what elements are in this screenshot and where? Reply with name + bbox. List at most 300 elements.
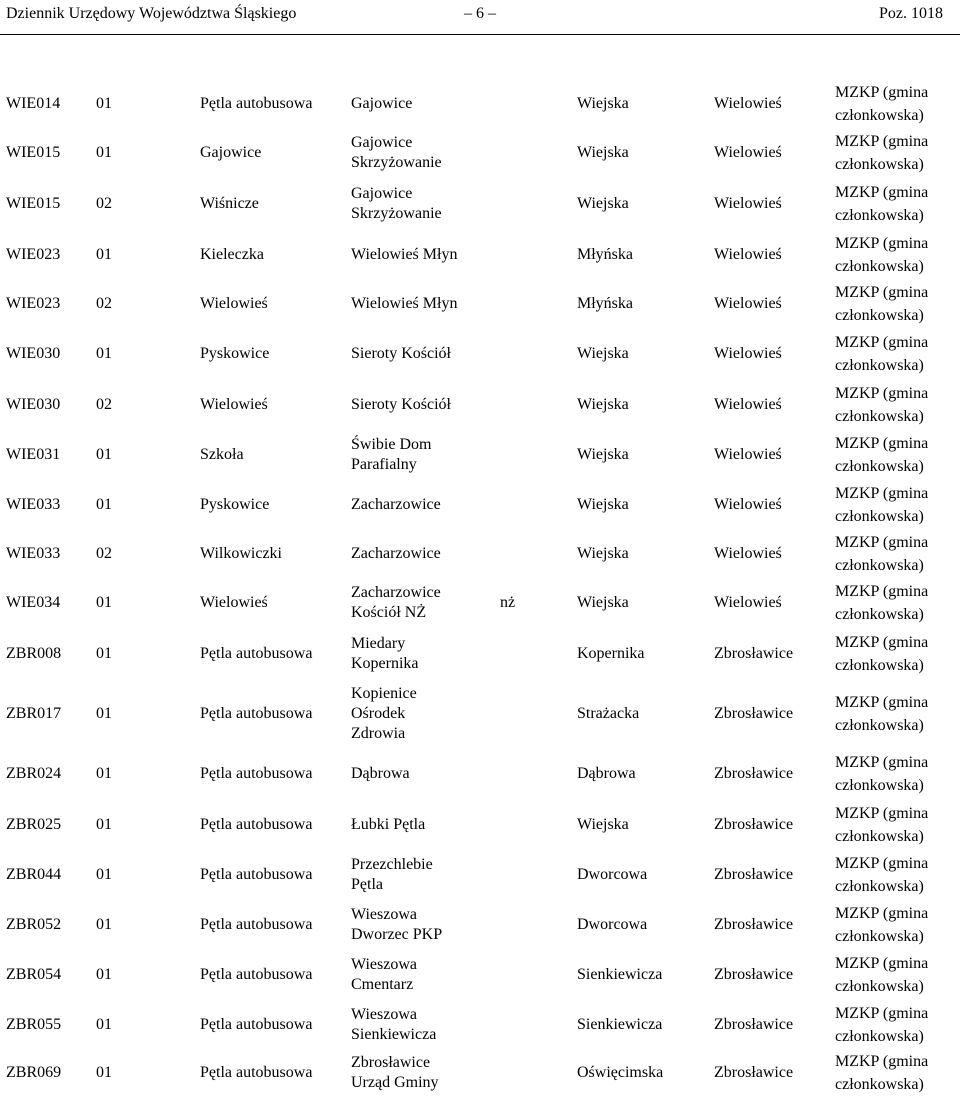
table-row (0, 380, 960, 430)
table-row (0, 430, 960, 480)
stop-post-number (96, 680, 112, 748)
organizer (835, 578, 928, 628)
stop-code-text: WIE034 (6, 594, 61, 611)
locality (714, 628, 793, 680)
stop-name-line: Kopernika (351, 655, 419, 672)
organizer-line: członkowska) (835, 657, 924, 674)
stop-code-text: ZBR017 (6, 705, 62, 722)
organizer-line: członkowska) (835, 1028, 924, 1045)
stop-post-number-text: 01 (96, 594, 112, 611)
stop-name-line: Kościół NŻ (351, 604, 427, 621)
stop-code (6, 1050, 61, 1096)
route-from-line: Pętla autobusowa (200, 816, 313, 833)
organizer-line: członkowska) (835, 458, 924, 475)
position-number: Poz. 1018 (879, 5, 943, 22)
organizer-line: MZKP (gmina (835, 284, 929, 301)
stop-post-number (96, 748, 112, 800)
stop-name (351, 578, 441, 628)
stop-post-number-text: 01 (96, 765, 112, 782)
street-name-text: Wiejska (577, 594, 629, 611)
stop-code (6, 280, 60, 328)
street-name (577, 800, 629, 850)
organizer (835, 80, 928, 128)
route-from-line: Wielowieś (200, 396, 268, 413)
stop-code-text: ZBR054 (6, 966, 62, 983)
street-name (577, 380, 629, 430)
street-name (577, 1050, 663, 1096)
stop-post-number (96, 950, 112, 1000)
organizer-line: MZKP (gmina (835, 385, 929, 402)
stop-name-line: Skrzyżowanie (351, 205, 442, 222)
organizer-line: członkowska) (835, 408, 924, 425)
organizer (835, 230, 928, 280)
organizer (835, 628, 928, 680)
stop-name-line: Zacharzowice (351, 545, 441, 562)
locality (714, 850, 793, 900)
locality (714, 80, 782, 128)
stop-name-line: Wielowieś Młyn (351, 246, 458, 263)
table-row (0, 328, 960, 380)
locality-text: Wielowieś (714, 144, 782, 161)
stop-post-number (96, 578, 112, 628)
route-from-line: Pętla autobusowa (200, 765, 313, 782)
street-name-text: Wiejska (577, 396, 629, 413)
organizer-line: MZKP (gmina (835, 534, 929, 551)
street-name (577, 578, 629, 628)
organizer (835, 1000, 928, 1050)
route-from (200, 950, 312, 1000)
stop-name-line: Zacharzowice (351, 584, 441, 601)
organizer-line: członkowska) (835, 207, 924, 224)
locality-text: Wielowieś (714, 195, 782, 212)
locality (714, 680, 793, 748)
organizer (835, 328, 928, 380)
stop-name (351, 328, 451, 380)
table-row (0, 950, 960, 1000)
stop-name-line: Ośrodek (351, 705, 406, 722)
stop-name (351, 530, 441, 578)
street-name-text: Dworcowa (577, 866, 648, 883)
stop-post-number (96, 628, 112, 680)
street-name-text: Dąbrowa (577, 765, 636, 782)
stop-name-line: Miedary (351, 635, 406, 652)
stop-code (6, 628, 61, 680)
stop-name (351, 850, 433, 900)
organizer (835, 900, 928, 950)
stop-name (351, 280, 457, 328)
on-request-flag (500, 578, 515, 628)
locality-text: Wielowieś (714, 345, 782, 362)
street-name (577, 80, 629, 128)
organizer-line: MZKP (gmina (835, 583, 929, 600)
table-row (0, 530, 960, 578)
route-from (200, 530, 282, 578)
stop-name-line: Sieroty Kościół (351, 345, 451, 362)
stop-code-text: ZBR024 (6, 765, 62, 782)
street-name (577, 900, 647, 950)
organizer-line: MZKP (gmina (835, 694, 929, 711)
street-name (577, 628, 645, 680)
table-row (0, 900, 960, 950)
organizer-line: członkowska) (835, 777, 924, 794)
stop-name-line: Zacharzowice (351, 496, 441, 513)
locality (714, 328, 782, 380)
organizer-line: MZKP (gmina (835, 235, 929, 252)
route-from-line: Pętla autobusowa (200, 1016, 313, 1033)
locality (714, 748, 793, 800)
stop-code-text: WIE030 (6, 345, 61, 362)
stop-name-line: Wieszowa (351, 956, 417, 973)
route-from-line: Pętla autobusowa (200, 645, 313, 662)
locality (714, 950, 793, 1000)
stop-name-line: Zbrosławice (351, 1054, 431, 1071)
route-from (200, 800, 312, 850)
stop-code (6, 480, 60, 530)
stop-name-line: Parafialny (351, 456, 417, 473)
stop-code (6, 950, 61, 1000)
stop-code (6, 748, 61, 800)
street-name-text: Kopernika (577, 645, 645, 662)
stop-name-line: Kopienice (351, 685, 417, 702)
street-name (577, 680, 639, 748)
stop-post-number-text: 02 (96, 545, 112, 562)
locality-text: Wielowieś (714, 295, 782, 312)
street-name-text: Wiejska (577, 545, 629, 562)
stop-name (351, 380, 451, 430)
stop-name (351, 800, 425, 850)
locality (714, 230, 782, 280)
table-row (0, 280, 960, 328)
route-from (200, 128, 261, 178)
organizer-line: członkowska) (835, 1076, 924, 1093)
stop-code (6, 230, 60, 280)
table-row (0, 230, 960, 280)
stop-code (6, 328, 60, 380)
locality (714, 530, 782, 578)
stop-name-line: Wieszowa (351, 1006, 417, 1023)
route-from-line: Pętla autobusowa (200, 866, 313, 883)
stop-post-number-text: 01 (96, 95, 112, 112)
stop-post-number (96, 430, 112, 480)
organizer (835, 480, 928, 530)
stop-name-line: Dąbrowa (351, 765, 410, 782)
stop-name-line: Gajowice (351, 95, 413, 112)
organizer-line: MZKP (gmina (835, 634, 929, 651)
locality (714, 480, 782, 530)
route-from-line: Pętla autobusowa (200, 1064, 313, 1081)
route-from (200, 680, 312, 748)
street-name (577, 480, 629, 530)
street-name-text: Dworcowa (577, 916, 648, 933)
stop-name (351, 1050, 439, 1096)
table-row (0, 578, 960, 628)
stop-code (6, 1000, 61, 1050)
stop-name-line: Przezchlebie (351, 856, 433, 873)
stop-post-number-text: 01 (96, 246, 112, 263)
route-from (200, 230, 264, 280)
locality-text: Zbrosławice (714, 866, 794, 883)
stop-name (351, 230, 457, 280)
street-name (577, 430, 629, 480)
street-name (577, 128, 629, 178)
stop-post-number-text: 01 (96, 866, 112, 883)
organizer (835, 280, 928, 328)
stop-post-number (96, 850, 112, 900)
organizer (835, 850, 928, 900)
stop-post-number-text: 01 (96, 816, 112, 833)
stop-name-line: Świbie Dom (351, 436, 432, 453)
street-name-text: Wiejska (577, 345, 629, 362)
stop-post-number-text: 01 (96, 645, 112, 662)
locality (714, 128, 782, 178)
locality (714, 1000, 793, 1050)
stop-post-number-text: 01 (96, 446, 112, 463)
stop-name-line: Urząd Gminy (351, 1074, 439, 1091)
route-from-line: Wiśnicze (200, 195, 259, 212)
stop-post-number-text: 02 (96, 396, 112, 413)
stop-name-line: Gajowice (351, 185, 413, 202)
stop-code-text: WIE023 (6, 246, 61, 263)
organizer-line: MZKP (gmina (835, 754, 929, 771)
route-from (200, 1000, 312, 1050)
organizer (835, 800, 928, 850)
route-from-line: Pyskowice (200, 496, 270, 513)
organizer (835, 178, 928, 230)
stop-post-number (96, 80, 112, 128)
stop-code (6, 578, 60, 628)
route-from-line: Gajowice (200, 144, 262, 161)
route-from (200, 850, 312, 900)
organizer-line: MZKP (gmina (835, 855, 929, 872)
stop-name-line: Zdrowia (351, 725, 406, 742)
stop-code-text: WIE031 (6, 446, 61, 463)
locality-text: Wielowieś (714, 246, 782, 263)
street-name (577, 850, 647, 900)
table-row (0, 628, 960, 680)
organizer-line: MZKP (gmina (835, 1053, 929, 1070)
stop-name (351, 950, 417, 1000)
stop-post-number (96, 230, 112, 280)
stop-post-number-text: 02 (96, 195, 112, 212)
organizer-line: członkowska) (835, 307, 924, 324)
stop-post-number-text: 02 (96, 295, 112, 312)
locality-text: Wielowieś (714, 446, 782, 463)
street-name (577, 230, 633, 280)
stop-name (351, 628, 419, 680)
route-from (200, 80, 312, 128)
stop-code-text: WIE023 (6, 295, 61, 312)
table-row (0, 1050, 960, 1096)
locality-text: Wielowieś (714, 545, 782, 562)
organizer-line: MZKP (gmina (835, 955, 929, 972)
street-name-text: Wiejska (577, 95, 629, 112)
street-name (577, 1000, 662, 1050)
table-row (0, 80, 960, 128)
street-name-text: Wiejska (577, 496, 629, 513)
route-from (200, 748, 312, 800)
stop-code (6, 380, 60, 430)
locality (714, 578, 782, 628)
stop-code-text: WIE015 (6, 144, 61, 161)
organizer-line: członkowska) (835, 828, 924, 845)
locality-text: Wielowieś (714, 396, 782, 413)
stop-code-text: WIE030 (6, 396, 61, 413)
locality-text: Zbrosławice (714, 816, 794, 833)
organizer-line: członkowska) (835, 606, 924, 623)
stop-post-number (96, 900, 112, 950)
stop-name-line: Sienkiewicza (351, 1026, 437, 1043)
route-from-line: Pętla autobusowa (200, 95, 313, 112)
stop-post-number-text: 01 (96, 916, 112, 933)
route-from-line: Pętla autobusowa (200, 916, 313, 933)
locality-text: Wielowieś (714, 496, 782, 513)
street-name (577, 950, 662, 1000)
organizer-line: MZKP (gmina (835, 84, 929, 101)
organizer-line: członkowska) (835, 156, 924, 173)
street-name (577, 328, 629, 380)
stop-name-line: Łubki Pętla (351, 816, 426, 833)
stop-code (6, 680, 61, 748)
locality (714, 1050, 793, 1096)
organizer-line: członkowska) (835, 107, 924, 124)
stop-post-number (96, 1000, 112, 1050)
organizer-line: członkowska) (835, 978, 924, 995)
stop-code (6, 900, 61, 950)
route-from (200, 328, 269, 380)
table-row (0, 800, 960, 850)
stop-name-line: Gajowice (351, 134, 413, 151)
street-name-text: Młyńska (577, 246, 633, 263)
route-from (200, 178, 259, 230)
stop-code (6, 80, 60, 128)
organizer (835, 128, 928, 178)
organizer (835, 380, 928, 430)
stop-name (351, 480, 441, 530)
organizer-line: MZKP (gmina (835, 184, 929, 201)
stop-code-text: ZBR044 (6, 866, 62, 883)
stop-post-number (96, 280, 112, 328)
route-from-line: Pętla autobusowa (200, 705, 313, 722)
organizer-line: MZKP (gmina (835, 435, 929, 452)
route-from (200, 628, 312, 680)
stop-post-number-text: 01 (96, 705, 112, 722)
organizer (835, 680, 928, 748)
stop-post-number (96, 1050, 112, 1096)
organizer (835, 430, 928, 480)
stop-name (351, 128, 442, 178)
stop-code (6, 800, 61, 850)
stop-post-number (96, 178, 112, 230)
stop-name-line: Dworzec PKP (351, 926, 443, 943)
stop-name-line: Wieszowa (351, 906, 417, 923)
locality-text: Zbrosławice (714, 966, 794, 983)
stop-post-number (96, 800, 112, 850)
stop-code (6, 178, 60, 230)
locality (714, 280, 782, 328)
stop-post-number (96, 480, 112, 530)
stop-code-text: ZBR052 (6, 916, 62, 933)
route-from-line: Pętla autobusowa (200, 966, 313, 983)
stop-post-number-text: 01 (96, 966, 112, 983)
stop-post-number-text: 01 (96, 496, 112, 513)
route-from-line: Pyskowice (200, 345, 270, 362)
table-row (0, 128, 960, 178)
organizer (835, 950, 928, 1000)
stop-code-text: WIE014 (6, 95, 61, 112)
organizer-line: członkowska) (835, 258, 924, 275)
locality-text: Zbrosławice (714, 916, 794, 933)
organizer (835, 748, 928, 800)
route-from-line: Wilkowiczki (200, 545, 282, 562)
street-name-text: Sienkiewicza (577, 966, 663, 983)
stop-name (351, 178, 442, 230)
organizer (835, 1050, 928, 1096)
organizer-line: MZKP (gmina (835, 1005, 929, 1022)
organizer-line: MZKP (gmina (835, 805, 929, 822)
stop-name (351, 748, 410, 800)
locality-text: Wielowieś (714, 594, 782, 611)
street-name-text: Wiejska (577, 144, 629, 161)
street-name (577, 178, 629, 230)
locality (714, 178, 782, 230)
organizer-line: MZKP (gmina (835, 905, 929, 922)
route-from (200, 380, 268, 430)
stop-name (351, 900, 442, 950)
locality-text: Zbrosławice (714, 1064, 794, 1081)
stop-code-text: WIE033 (6, 496, 61, 513)
organizer-line: MZKP (gmina (835, 133, 929, 150)
organizer-line: MZKP (gmina (835, 485, 929, 502)
organizer-line: członkowska) (835, 928, 924, 945)
locality-text: Wielowieś (714, 95, 782, 112)
route-from-line: Szkoła (200, 446, 244, 463)
locality (714, 430, 782, 480)
street-name-text: Wiejska (577, 446, 629, 463)
organizer-line: członkowska) (835, 557, 924, 574)
street-name-text: Młyńska (577, 295, 633, 312)
stop-post-number-text: 01 (96, 345, 112, 362)
table-row (0, 680, 960, 748)
street-name (577, 530, 629, 578)
stop-name (351, 680, 417, 748)
route-from-line: Kieleczka (200, 246, 264, 263)
street-name (577, 280, 633, 328)
locality (714, 900, 793, 950)
locality (714, 800, 793, 850)
stop-name (351, 80, 412, 128)
route-from (200, 430, 244, 480)
table-row (0, 480, 960, 530)
organizer-line: członkowska) (835, 878, 924, 895)
locality-text: Zbrosławice (714, 645, 794, 662)
stop-post-number-text: 01 (96, 1064, 112, 1081)
stop-post-number (96, 530, 112, 578)
stop-name (351, 430, 431, 480)
stop-code (6, 530, 60, 578)
stop-code (6, 128, 60, 178)
organizer-line: MZKP (gmina (835, 334, 929, 351)
stop-name-line: Skrzyżowanie (351, 154, 442, 171)
street-name-text: Strażacka (577, 705, 640, 722)
stop-name-line: Cmentarz (351, 976, 414, 993)
stop-code-text: ZBR008 (6, 645, 62, 662)
stop-code-text: WIE015 (6, 195, 61, 212)
route-from (200, 900, 312, 950)
street-name-text: Wiejska (577, 816, 629, 833)
route-from-line: Wielowieś (200, 295, 268, 312)
stop-name-line: Wielowieś Młyn (351, 295, 458, 312)
route-from (200, 578, 268, 628)
